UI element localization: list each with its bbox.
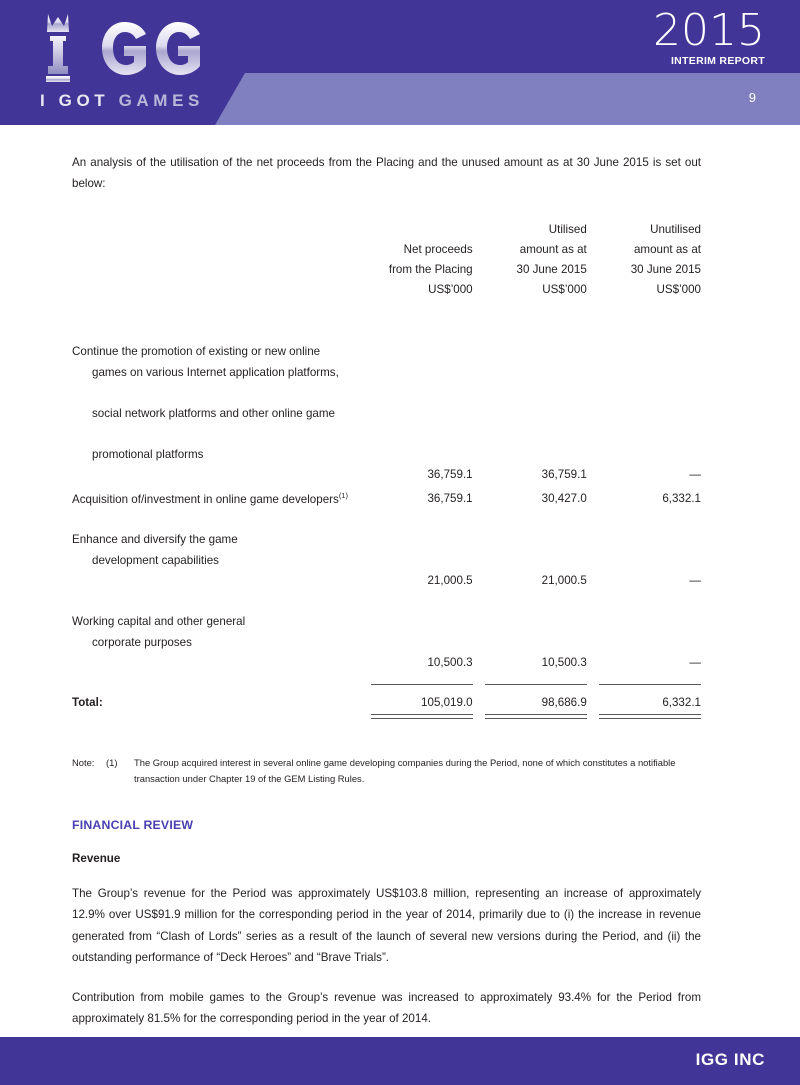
header-gap-7 <box>473 280 485 300</box>
cell-gap <box>587 486 599 510</box>
rule-cell <box>473 674 485 685</box>
cell-gap <box>473 592 485 674</box>
header-cell-blank-4 <box>72 280 371 300</box>
header-net-proceeds-unit: US$’000 <box>428 282 473 296</box>
cell-gap <box>473 684 485 714</box>
financial-review-heading: FINANCIAL REVIEW <box>72 817 194 832</box>
row-label-line: development capabilities <box>92 553 219 567</box>
row-label-line: promotional platforms <box>92 447 204 461</box>
cell-gap <box>473 510 485 592</box>
row-utilised: 36,759.1 <box>541 468 587 482</box>
row-label-line: games on various Internet application platforms, <box>92 365 339 379</box>
row-utilised: 21,000.5 <box>541 574 587 588</box>
intro-paragraph: An analysis of the utilisation of the net proceeds from the Placing and the unused amount as at 30 June 2015 is set out below: <box>72 155 701 190</box>
report-year-block <box>585 5 765 67</box>
revenue-paragraph-1: The Group’s revenue for the Period was approximately US$103.8 million, representing an increase of approximately 12.9% over US$91.9 million for the corresponding period in the year of 2014, primarily due to (i) the increase in revenue generated from “Clash of Lords” series as a result of the launch of several new versions during the Period, and (ii) the outstanding performance of “Deck Heroes” and “Brave Trials”. <box>72 886 701 965</box>
table-row <box>72 486 701 510</box>
rule-cell <box>599 674 701 685</box>
header-unutilised-line2: amount as at <box>633 242 701 256</box>
rule-cell <box>587 714 599 718</box>
header-cell-blank-3 <box>72 260 371 280</box>
cell-gap <box>587 592 599 674</box>
header-utilised-line3: 30 June 2015 <box>516 262 587 276</box>
header-gap-8 <box>587 280 599 300</box>
footnote-marker: (1) <box>338 490 348 500</box>
header-gap-6 <box>587 260 599 280</box>
page-content <box>72 140 701 1042</box>
header-gap-1 <box>473 220 485 240</box>
header-net-proceeds-line2: Net proceeds <box>403 242 473 256</box>
row-utilised: 30,427.0 <box>541 492 587 506</box>
row-label-line: Acquisition of/investment in online game developers <box>72 492 339 506</box>
spacer-cell <box>485 300 587 322</box>
footnote <box>72 755 701 787</box>
header-divider <box>0 125 800 127</box>
footer-company-name: IGG INC <box>695 1050 765 1069</box>
rule-cell <box>485 674 587 685</box>
table-total-row <box>72 684 701 714</box>
table-row <box>72 510 701 592</box>
table-header-row-4 <box>72 280 701 300</box>
report-type-label: INTERIM REPORT <box>670 55 765 67</box>
logo-tagline-games: GAMES <box>118 91 204 110</box>
header-cell-blank-2 <box>72 240 371 260</box>
header-utilised-line1: Utilised <box>548 222 587 236</box>
total-label: Total: <box>72 696 103 710</box>
table-header-row-1 <box>72 220 701 240</box>
header-gap-5 <box>473 260 485 280</box>
logo-tagline-igot: I GOT <box>40 91 119 110</box>
page-footer <box>0 1037 800 1085</box>
header-gap-4 <box>587 240 599 260</box>
logo-tagline <box>40 91 235 111</box>
row-label-line: Working capital and other general <box>72 615 246 629</box>
table-row <box>72 322 701 486</box>
row-label-line: Enhance and diversify the game <box>72 533 238 547</box>
rule-cell <box>485 714 587 718</box>
row-net-proceeds: 10,500.3 <box>427 656 473 670</box>
rule-cell <box>371 674 473 685</box>
igg-logo-mark <box>38 8 228 90</box>
row-net-proceeds: 36,759.1 <box>427 492 473 506</box>
row-utilised: 10,500.3 <box>541 656 587 670</box>
header-unutilised-unit: US$’000 <box>656 282 701 296</box>
rule-cell <box>587 674 599 685</box>
table-header-row-3 <box>72 260 701 280</box>
row-label-line: Continue the promotion of existing or new online <box>72 345 321 359</box>
footnote-number: (1) <box>106 756 118 768</box>
cell-gap <box>473 322 485 486</box>
row-unutilised: — <box>689 656 701 670</box>
page-header <box>0 0 800 125</box>
footnote-label: Note: <box>72 756 95 768</box>
header-cell-blank-1 <box>72 220 371 240</box>
table-spacer-row <box>72 300 701 322</box>
row-unutilised: 6,332.1 <box>662 492 701 506</box>
footnote-text: The Group acquired interest in several online game developing companies during the Period, none of which constitutes a notifiable transaction under Chapter 19 of the GEM Listing Rules. <box>134 756 676 784</box>
row-unutilised: — <box>689 468 701 482</box>
row-label-cell <box>72 486 371 510</box>
header-unutilised-line1: Unutilised <box>650 222 701 236</box>
rule-cell <box>599 714 701 718</box>
igg-logo <box>38 8 238 120</box>
net-proceeds-utilisation-table <box>72 220 701 719</box>
table-row <box>72 592 701 674</box>
header-unutilised-line3: 30 June 2015 <box>630 262 701 276</box>
header-utilised-unit: US$’000 <box>542 282 587 296</box>
total-utilised: 98,686.9 <box>541 695 587 709</box>
row-label-line: corporate purposes <box>92 635 192 649</box>
header-gap-2 <box>587 220 599 240</box>
table-double-rule <box>72 714 701 718</box>
spacer-cell <box>599 300 701 322</box>
table-subtotal-rule <box>72 674 701 685</box>
cell-gap <box>587 510 599 592</box>
spacer-cell <box>371 300 473 322</box>
row-unutilised: — <box>689 574 701 588</box>
report-year: 2015 <box>653 5 765 56</box>
cell-gap <box>587 684 599 714</box>
rule-cell <box>473 714 485 718</box>
row-label-line: social network platforms and other online game <box>92 406 335 420</box>
row-label-cell <box>72 322 371 486</box>
table-header-row-2 <box>72 240 701 260</box>
row-label-cell <box>72 510 371 592</box>
row-net-proceeds: 21,000.5 <box>427 574 473 588</box>
cell-gap <box>587 322 599 486</box>
spacer-cell <box>587 300 599 322</box>
rule-cell <box>72 674 371 685</box>
header-gap-3 <box>473 240 485 260</box>
total-net-proceeds: 105,019.0 <box>421 695 473 709</box>
rule-cell <box>72 714 371 718</box>
header-utilised-line2: amount as at <box>519 242 587 256</box>
row-label-cell <box>72 592 371 674</box>
header-net-proceeds-line3: from the Placing <box>388 262 473 276</box>
cell-gap <box>473 486 485 510</box>
spacer-cell <box>473 300 485 322</box>
row-net-proceeds: 36,759.1 <box>427 468 473 482</box>
rule-cell <box>371 714 473 718</box>
page-number: 9 <box>748 90 756 105</box>
revenue-subheading: Revenue <box>72 851 121 865</box>
spacer-cell <box>72 300 371 322</box>
revenue-paragraph-2: Contribution from mobile games to the Group’s revenue was increased to approximately 93.4% for the Period from approximately 81.5% for the corresponding period in the year of 2014. <box>72 990 701 1026</box>
total-unutilised: 6,332.1 <box>662 695 701 709</box>
header-net-proceeds-line1 <box>371 220 473 240</box>
